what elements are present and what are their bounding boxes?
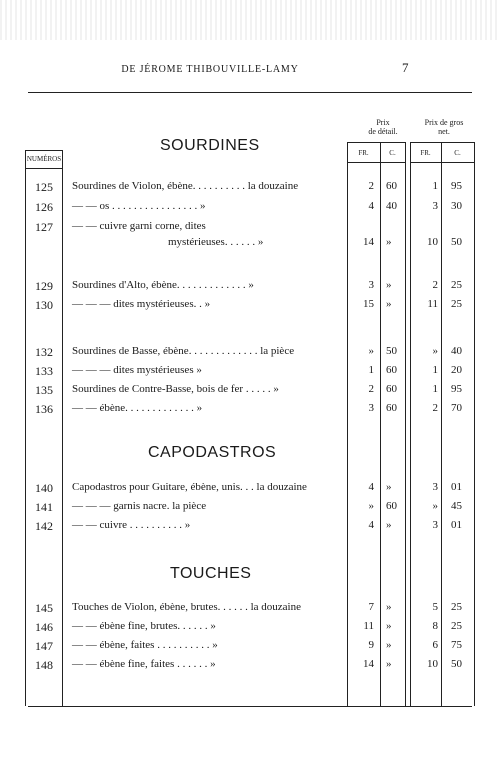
detail-price-centimes: » <box>386 236 392 248</box>
detail-price-centimes: » <box>386 481 392 493</box>
wholesale-price-francs: 3 <box>432 519 438 531</box>
item-number: 146 <box>35 620 53 634</box>
wholesale-price-centimes: 25 <box>451 620 462 632</box>
gros-mid-rule <box>441 142 442 706</box>
detail-price-centimes: » <box>386 279 392 291</box>
item-number: 142 <box>35 519 53 533</box>
item-description: Sourdines de Basse, ébène. . . . . . . . . . . . . la pièce <box>72 345 295 357</box>
wholesale-price-francs: 10 <box>427 236 438 248</box>
wholesale-price-centimes: 45 <box>451 500 462 512</box>
detail-price-francs: 11 <box>363 620 374 632</box>
detail-price-francs: 3 <box>368 402 374 414</box>
item-description: Sourdines d'Alto, ébène. . . . . . . . . . . . . » <box>72 279 254 291</box>
item-description: Capodastros pour Guitare, ébène, unis. . . la douzaine <box>72 481 307 493</box>
item-description: Sourdines de Violon, ébène. . . . . . . . . . la douzaine <box>72 180 299 192</box>
wholesale-price-centimes: 30 <box>451 200 462 212</box>
wholesale-price-francs: 10 <box>427 658 438 670</box>
item-description: — — — dites mystérieuses » <box>72 364 202 376</box>
item-number: 132 <box>35 345 53 359</box>
wholesale-price-francs: 2 <box>432 279 438 291</box>
item-description: Touches de Violon, ébène, brutes. . . . . . la douzaine <box>72 601 301 613</box>
gros-left-rule <box>410 142 411 706</box>
detail-fr-label: FR. <box>358 149 369 157</box>
numeros-label: NUMÉROS <box>26 155 62 163</box>
item-number: 130 <box>35 298 53 312</box>
detail-price-francs: » <box>368 500 374 512</box>
gros-right-rule <box>474 142 475 706</box>
item-description: — — — garnis nacre. la pièce <box>72 500 207 512</box>
wholesale-price-francs: » <box>432 345 438 357</box>
item-description: — — ébène fine, brutes. . . . . . » <box>72 620 216 632</box>
item-description: — — ébène fine, faites . . . . . . » <box>72 658 216 670</box>
item-number: 136 <box>35 402 53 416</box>
header-rule <box>28 92 472 93</box>
item-number: 125 <box>35 180 53 194</box>
running-header: DE JÉROME THIBOUVILLE-LAMY <box>121 64 299 75</box>
detail-price-francs: 14 <box>363 658 374 670</box>
wholesale-price-francs: 8 <box>432 620 438 632</box>
gros-fr-label: FR. <box>420 149 431 157</box>
wholesale-price-centimes: 70 <box>451 402 462 414</box>
wholesale-price-centimes: 95 <box>451 180 462 192</box>
detail-price-centimes: » <box>386 298 392 310</box>
wholesale-price-centimes: 20 <box>451 364 462 376</box>
detail-mid-rule <box>380 142 381 706</box>
gros-c-label: C. <box>454 149 461 157</box>
detail-price-francs: 2 <box>368 383 374 395</box>
detail-price-centimes: 40 <box>386 200 397 212</box>
detail-price-centimes: 60 <box>386 500 397 512</box>
gros-bottom-rule <box>410 162 475 163</box>
wholesale-price-francs: 11 <box>427 298 438 310</box>
item-description: Sourdines de Contre-Basse, bois de fer . . . . . » <box>72 383 279 395</box>
wholesale-price-francs: 2 <box>432 402 438 414</box>
wholesale-price-centimes: 50 <box>451 658 462 670</box>
detail-c-label: C. <box>389 149 396 157</box>
item-number: 133 <box>35 364 53 378</box>
wholesale-price-centimes: 01 <box>451 519 462 531</box>
item-number: 148 <box>35 658 53 672</box>
wholesale-price-centimes: 25 <box>451 298 462 310</box>
item-description: — — ébène, faites . . . . . . . . . . » <box>72 639 218 651</box>
item-number: 145 <box>35 601 53 615</box>
detail-bottom-rule <box>347 162 406 163</box>
item-number: 135 <box>35 383 53 397</box>
wholesale-price-francs: 3 <box>432 481 438 493</box>
item-description: — — os . . . . . . . . . . . . . . . . » <box>72 200 206 212</box>
detail-price-francs: 1 <box>368 364 374 376</box>
wholesale-price-centimes: 25 <box>451 279 462 291</box>
footer-rule <box>28 706 472 707</box>
detail-top-rule <box>347 142 406 143</box>
wholesale-price-centimes: 50 <box>451 236 462 248</box>
scan-noise <box>0 0 500 40</box>
detail-price-francs: 3 <box>368 279 374 291</box>
detail-price-centimes: » <box>386 620 392 632</box>
detail-price-francs: 4 <box>368 200 374 212</box>
detail-price-centimes: » <box>386 519 392 531</box>
detail-price-centimes: » <box>386 639 392 651</box>
numeros-top-rule <box>25 150 63 151</box>
wholesale-price-francs: 3 <box>432 200 438 212</box>
wholesale-price-francs: 1 <box>432 180 438 192</box>
detail-price-centimes: » <box>386 601 392 613</box>
section-title-capodastros: CAPODASTROS <box>148 444 277 461</box>
item-number: 140 <box>35 481 53 495</box>
detail-left-rule <box>347 142 348 706</box>
detail-price-francs: 14 <box>363 236 374 248</box>
wholesale-price-centimes: 01 <box>451 481 462 493</box>
detail-price-centimes: 60 <box>386 402 397 414</box>
detail-price-heading: Prix de détail. <box>368 118 398 136</box>
wholesale-price-francs: 5 <box>432 601 438 613</box>
wholesale-price-francs: 1 <box>432 364 438 376</box>
detail-price-francs: » <box>368 345 374 357</box>
detail-price-francs: 4 <box>368 519 374 531</box>
wholesale-price-francs: 6 <box>432 639 438 651</box>
wholesale-price-heading: Prix de gros net. <box>424 118 464 136</box>
item-description: — — cuivre . . . . . . . . . . » <box>72 519 191 531</box>
wholesale-price-centimes: 25 <box>451 601 462 613</box>
page-number: 7 <box>402 60 409 75</box>
item-description: — — — dites mystérieuses. . » <box>72 298 211 310</box>
detail-price-centimes: » <box>386 658 392 670</box>
item-number: 141 <box>35 500 53 514</box>
item-description: — — ébène. . . . . . . . . . . . . » <box>72 402 203 414</box>
detail-price-francs: 15 <box>363 298 374 310</box>
item-number: 129 <box>35 279 53 293</box>
item-number: 126 <box>35 200 53 214</box>
wholesale-price-francs: » <box>432 500 438 512</box>
numeros-bottom-rule <box>25 168 63 169</box>
detail-price-francs: 7 <box>368 601 374 613</box>
detail-price-francs: 9 <box>368 639 374 651</box>
gros-top-rule <box>410 142 475 143</box>
section-title-touches: TOUCHES <box>170 565 252 582</box>
wholesale-price-francs: 1 <box>432 383 438 395</box>
wholesale-price-centimes: 95 <box>451 383 462 395</box>
wholesale-price-centimes: 40 <box>451 345 462 357</box>
detail-price-francs: 4 <box>368 481 374 493</box>
item-number: 127 <box>35 220 53 234</box>
item-description: mystérieuses. . . . . . » <box>168 236 264 248</box>
detail-price-centimes: 60 <box>386 180 397 192</box>
detail-price-francs: 2 <box>368 180 374 192</box>
item-number: 147 <box>35 639 53 653</box>
detail-price-centimes: 50 <box>386 345 397 357</box>
detail-price-centimes: 60 <box>386 383 397 395</box>
wholesale-price-centimes: 75 <box>451 639 462 651</box>
section-title-sourdines: SOURDINES <box>160 137 260 154</box>
item-description: — — cuivre garni corne, dites <box>72 220 206 232</box>
detail-price-centimes: 60 <box>386 364 397 376</box>
